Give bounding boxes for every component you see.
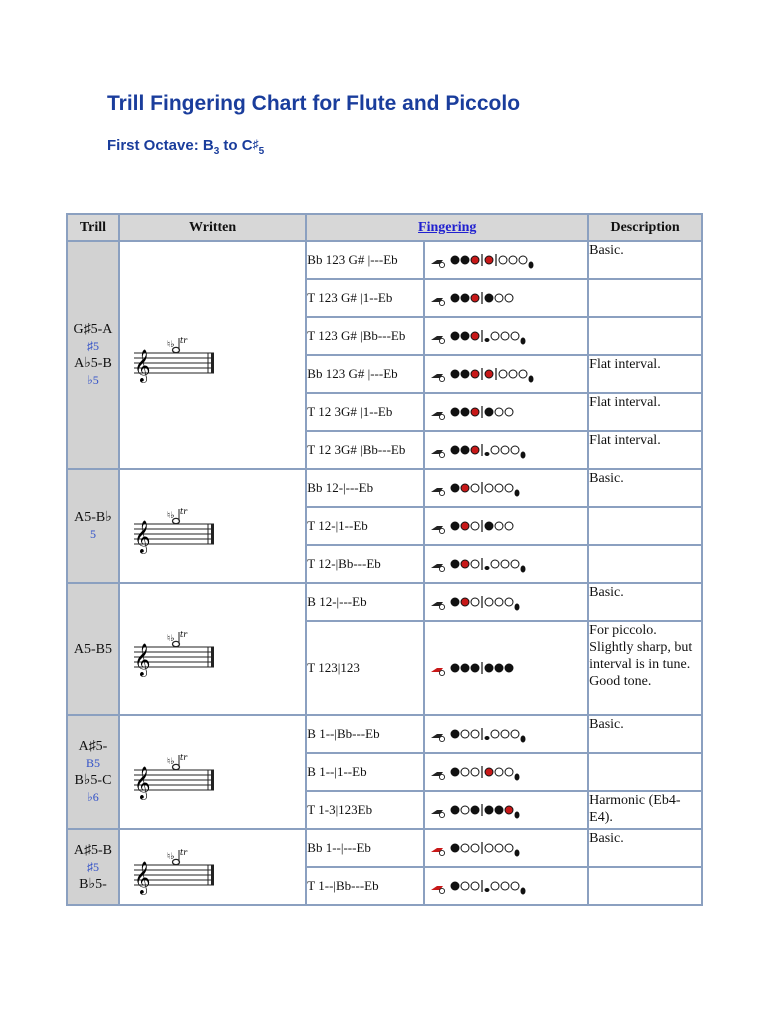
- key-circle-icon: [511, 882, 519, 890]
- key-circle-icon: [501, 730, 509, 738]
- key-circle-icon: [451, 446, 459, 454]
- key-circle-icon: [491, 882, 499, 890]
- fingering-text: [306, 621, 424, 715]
- key-circle-icon: [471, 560, 479, 568]
- fingering-diagram-cell: [424, 431, 588, 469]
- trill-cell: [67, 583, 119, 715]
- key-circle-icon: [461, 844, 469, 852]
- key-circle-icon: [491, 446, 499, 454]
- fingering-label: Bb 123 G# |---Eb: [307, 366, 398, 381]
- key-circle-icon: [451, 484, 459, 492]
- fingering-diagram-cell: [424, 507, 588, 545]
- key-circle-icon: [495, 806, 503, 814]
- trill-name: A5-B5: [73, 641, 113, 657]
- written-cell: [119, 241, 306, 469]
- trill-name: B♭5-: [79, 876, 107, 892]
- key-circle-icon: [519, 370, 527, 378]
- key-circle-icon: [485, 522, 493, 530]
- fingering-diagram-cell: [424, 621, 588, 715]
- fingering-text: [306, 241, 424, 279]
- fingering-label: T 123 G# |1--Eb: [307, 290, 393, 305]
- key-circle-icon: [485, 256, 493, 264]
- key-circle-icon: [471, 844, 479, 852]
- trill-key-icon: [485, 736, 490, 740]
- trill-cell: [67, 829, 119, 905]
- fingering-diagram: [425, 440, 575, 460]
- key-circle-icon: [485, 484, 493, 492]
- key-circle-icon: [461, 598, 469, 606]
- key-circle-icon: [461, 294, 469, 302]
- key-circle-icon: [471, 408, 479, 416]
- key-circle-icon: [495, 664, 503, 672]
- key-circle-icon: [461, 408, 469, 416]
- key-circle-icon: [471, 484, 479, 492]
- accidental-icon: ♮♭: [166, 634, 175, 644]
- fingering-diagram: [425, 326, 575, 346]
- key-circle-icon: [485, 598, 493, 606]
- key-circle-icon: [451, 768, 459, 776]
- page-title: Trill Fingering Chart for Flute and Piccolo: [107, 92, 521, 115]
- key-circle-icon: [461, 730, 469, 738]
- eb-key-icon: [521, 736, 526, 743]
- fingering-diagram-cell: [424, 393, 588, 431]
- key-circle-icon: [451, 256, 459, 264]
- fingering-diagram: [425, 402, 575, 422]
- trill-cell: [67, 241, 119, 469]
- treble-clef-icon: 𝄞: [133, 520, 151, 553]
- table-row: [67, 583, 702, 621]
- key-circle-icon: [511, 560, 519, 568]
- trill-key-icon: [485, 338, 490, 342]
- key-circle-icon: [505, 294, 513, 302]
- key-circle-icon: [491, 332, 499, 340]
- key-circle-icon: [461, 332, 469, 340]
- key-circle-icon: [451, 560, 459, 568]
- fingering-diagram-cell: [424, 829, 588, 867]
- accidental-icon: ♮♭: [166, 852, 175, 862]
- fingering-label: Bb 123 G# |---Eb: [307, 252, 398, 267]
- fingering-diagram-cell: [424, 867, 588, 905]
- key-circle-icon: [505, 664, 513, 672]
- fingering-label: T 12 3G# |Bb---Eb: [307, 442, 406, 457]
- key-circle-icon: [499, 370, 507, 378]
- fingering-label: T 1-3|123Eb: [307, 802, 373, 817]
- key-circle-icon: [451, 844, 459, 852]
- eb-key-icon: [521, 338, 526, 345]
- description-cell: [588, 317, 702, 355]
- trill-name: 5: [89, 527, 96, 541]
- fingering-text: [306, 317, 424, 355]
- treble-clef-icon: 𝄞: [133, 643, 151, 676]
- written-cell: [119, 583, 306, 715]
- key-circle-icon: [461, 522, 469, 530]
- key-circle-icon: [505, 484, 513, 492]
- key-circle-icon: [505, 844, 513, 852]
- key-circle-icon: [505, 598, 513, 606]
- description-cell: [588, 753, 702, 791]
- fingering-text: [306, 279, 424, 317]
- fingering-label: T 12-|1--Eb: [307, 518, 368, 533]
- table-row: [67, 829, 702, 867]
- fingering-diagram: [425, 250, 575, 270]
- trill-mark-icon: tr: [179, 630, 187, 639]
- eb-key-icon: [521, 888, 526, 895]
- key-circle-icon: [505, 806, 513, 814]
- key-circle-icon: [451, 806, 459, 814]
- key-circle-icon: [501, 882, 509, 890]
- description-cell: [588, 545, 702, 583]
- key-circle-icon: [511, 446, 519, 454]
- fingering-diagram-cell: [424, 715, 588, 753]
- key-circle-icon: [501, 332, 509, 340]
- accidental-icon: ♮♭: [166, 340, 175, 350]
- key-circle-icon: [461, 806, 469, 814]
- fingering-text: [306, 393, 424, 431]
- fingering-diagram: [425, 762, 575, 782]
- treble-clef-icon: 𝄞: [133, 766, 151, 799]
- fingering-label: T 1--|Bb---Eb: [307, 878, 379, 893]
- fingering-label: T 123|123: [307, 660, 360, 675]
- key-circle-icon: [495, 294, 503, 302]
- fingering-text: [306, 715, 424, 753]
- eb-key-icon: [521, 452, 526, 459]
- description-cell: Flat interval.: [588, 393, 702, 431]
- key-circle-icon: [461, 370, 469, 378]
- fingering-label: B 1--|Bb---Eb: [307, 726, 380, 741]
- trill-name: A♯5-: [78, 739, 108, 754]
- key-circle-icon: [451, 882, 459, 890]
- description-cell: Basic.: [588, 715, 702, 753]
- fingering-diagram: [425, 658, 575, 678]
- fingering-diagram-cell: [424, 545, 588, 583]
- trill-mark-icon: tr: [179, 753, 187, 762]
- fingering-text: [306, 355, 424, 393]
- key-circle-icon: [495, 522, 503, 530]
- fingering-text: [306, 791, 424, 829]
- staff-notation: [130, 752, 220, 802]
- key-circle-icon: [495, 598, 503, 606]
- eb-key-icon: [515, 774, 520, 781]
- written-cell: [119, 829, 306, 905]
- key-circle-icon: [505, 408, 513, 416]
- trill-name: A5-B♭: [74, 510, 112, 525]
- written-cell: [119, 469, 306, 583]
- fingering-text: [306, 753, 424, 791]
- key-circle-icon: [451, 332, 459, 340]
- key-circle-icon: [485, 768, 493, 776]
- key-circle-icon: [485, 806, 493, 814]
- key-circle-icon: [471, 256, 479, 264]
- key-circle-icon: [461, 560, 469, 568]
- fingering-diagram: [425, 288, 575, 308]
- trill-name: G♯5-A: [73, 322, 113, 337]
- trill-mark-icon: tr: [179, 336, 187, 345]
- description-cell: Basic.: [588, 829, 702, 867]
- trill-name: A♭5-B: [74, 356, 112, 371]
- section-subtitle: First Octave: $B_3$ to $C♯_5$: [107, 137, 265, 157]
- trill-name: A♯5-B: [73, 842, 113, 858]
- fingering-diagram-cell: [424, 241, 588, 279]
- treble-clef-icon: 𝄞: [133, 861, 151, 894]
- fingering-text: [306, 583, 424, 621]
- key-circle-icon: [485, 370, 493, 378]
- trill-key-icon: [485, 452, 490, 456]
- trill-cell: [67, 469, 119, 583]
- fingering-diagram-cell: [424, 583, 588, 621]
- key-circle-icon: [471, 522, 479, 530]
- fingering-label: Bb 1--|---Eb: [307, 840, 371, 855]
- key-circle-icon: [495, 768, 503, 776]
- key-circle-icon: [461, 882, 469, 890]
- trill-mark-icon: tr: [179, 848, 187, 857]
- key-circle-icon: [471, 370, 479, 378]
- staff-notation: [130, 335, 220, 385]
- trill-cell: [67, 715, 119, 829]
- key-circle-icon: [461, 484, 469, 492]
- staff-notation: [130, 629, 220, 679]
- fingering-diagram: [425, 724, 575, 744]
- key-circle-icon: [461, 664, 469, 672]
- description-cell: [588, 867, 702, 905]
- key-circle-icon: [505, 522, 513, 530]
- description-cell: Flat interval.: [588, 355, 702, 393]
- key-circle-icon: [501, 560, 509, 568]
- description-cell: [588, 279, 702, 317]
- fingering-diagram: [425, 876, 575, 896]
- fingering-diagram: [425, 838, 575, 858]
- key-circle-icon: [461, 256, 469, 264]
- fingering-label: Bb 12-|---Eb: [307, 480, 374, 495]
- key-circle-icon: [471, 446, 479, 454]
- key-circle-icon: [471, 730, 479, 738]
- key-circle-icon: [451, 730, 459, 738]
- fingering-text: [306, 431, 424, 469]
- trill-key-icon: [485, 888, 490, 892]
- staff-notation: [130, 847, 220, 897]
- fingering-label: T 12 3G# |1--Eb: [307, 404, 393, 419]
- key-circle-icon: [495, 844, 503, 852]
- fingering-diagram-cell: [424, 279, 588, 317]
- key-circle-icon: [485, 664, 493, 672]
- description-cell: Basic.: [588, 583, 702, 621]
- treble-clef-icon: 𝄞: [133, 349, 151, 382]
- key-circle-icon: [501, 446, 509, 454]
- key-circle-icon: [461, 446, 469, 454]
- table-row: [67, 715, 702, 753]
- trill-name: ♭5: [87, 373, 99, 387]
- fingering-diagram-cell: [424, 317, 588, 355]
- key-circle-icon: [461, 768, 469, 776]
- table-row: [67, 241, 702, 279]
- key-circle-icon: [451, 522, 459, 530]
- fingering-diagram: [425, 516, 575, 536]
- key-circle-icon: [511, 332, 519, 340]
- key-circle-icon: [495, 484, 503, 492]
- description-cell: Flat interval.: [588, 431, 702, 469]
- header-fingering[interactable]: [306, 214, 588, 241]
- key-circle-icon: [471, 768, 479, 776]
- key-circle-icon: [499, 256, 507, 264]
- fingering-diagram-cell: [424, 355, 588, 393]
- key-circle-icon: [471, 882, 479, 890]
- written-cell: [119, 715, 306, 829]
- trill-name: B5: [85, 756, 100, 770]
- trill-key-icon: [485, 566, 490, 570]
- key-circle-icon: [471, 332, 479, 340]
- key-circle-icon: [491, 730, 499, 738]
- fingering-diagram-cell: [424, 791, 588, 829]
- fingering-text: [306, 507, 424, 545]
- key-circle-icon: [451, 370, 459, 378]
- eb-key-icon: [529, 376, 534, 383]
- trill-name: B♭5-C: [74, 773, 112, 788]
- description-cell: For piccolo. Slightly sharp, but interval is in tune. Good tone.: [588, 621, 702, 715]
- header-trill: Trill: [67, 214, 119, 241]
- eb-key-icon: [521, 566, 526, 573]
- description-cell: Basic.: [588, 241, 702, 279]
- fingering-diagram: [425, 478, 575, 498]
- eb-key-icon: [515, 490, 520, 497]
- trill-fingering-table: [66, 213, 703, 906]
- fingering-diagram: [425, 554, 575, 574]
- fingering-text: [306, 829, 424, 867]
- key-circle-icon: [471, 294, 479, 302]
- accidental-icon: ♮♭: [166, 511, 175, 521]
- key-circle-icon: [509, 256, 517, 264]
- fingering-text: [306, 867, 424, 905]
- fingering-label: T 123 G# |Bb---Eb: [307, 328, 406, 343]
- fingering-label: B 12-|---Eb: [307, 594, 367, 609]
- fingering-diagram: [425, 592, 575, 612]
- eb-key-icon: [515, 812, 520, 819]
- key-circle-icon: [505, 768, 513, 776]
- fingering-diagram-cell: [424, 753, 588, 791]
- header-description: Description: [588, 214, 702, 241]
- fingering-link[interactable]: Fingering: [418, 219, 477, 235]
- fingering-diagram: [425, 800, 575, 820]
- description-cell: Basic.: [588, 469, 702, 507]
- key-circle-icon: [451, 598, 459, 606]
- eb-key-icon: [515, 850, 520, 857]
- key-circle-icon: [519, 256, 527, 264]
- key-circle-icon: [485, 844, 493, 852]
- description-cell: Harmonic (Eb4-E4).: [588, 791, 702, 829]
- fingering-diagram: [425, 364, 575, 384]
- trill-mark-icon: tr: [179, 507, 187, 516]
- eb-key-icon: [529, 262, 534, 269]
- key-circle-icon: [495, 408, 503, 416]
- key-circle-icon: [451, 664, 459, 672]
- trill-name: ♯5: [86, 859, 99, 874]
- key-circle-icon: [509, 370, 517, 378]
- table-row: [67, 469, 702, 507]
- fingering-text: [306, 545, 424, 583]
- key-circle-icon: [451, 408, 459, 416]
- key-circle-icon: [471, 806, 479, 814]
- key-circle-icon: [491, 560, 499, 568]
- key-circle-icon: [471, 598, 479, 606]
- staff-notation: [130, 506, 220, 556]
- key-circle-icon: [511, 730, 519, 738]
- key-circle-icon: [451, 294, 459, 302]
- key-circle-icon: [485, 294, 493, 302]
- key-circle-icon: [485, 408, 493, 416]
- fingering-text: [306, 469, 424, 507]
- description-cell: [588, 507, 702, 545]
- key-circle-icon: [471, 664, 479, 672]
- header-written: Written: [119, 214, 306, 241]
- fingering-label: B 1--|1--Eb: [307, 764, 367, 779]
- fingering-label: T 12-|Bb---Eb: [307, 556, 381, 571]
- trill-name: ♯5: [86, 339, 99, 353]
- trill-name: ♭6: [87, 790, 99, 804]
- accidental-icon: ♮♭: [166, 757, 175, 767]
- eb-key-icon: [515, 604, 520, 611]
- fingering-diagram-cell: [424, 469, 588, 507]
